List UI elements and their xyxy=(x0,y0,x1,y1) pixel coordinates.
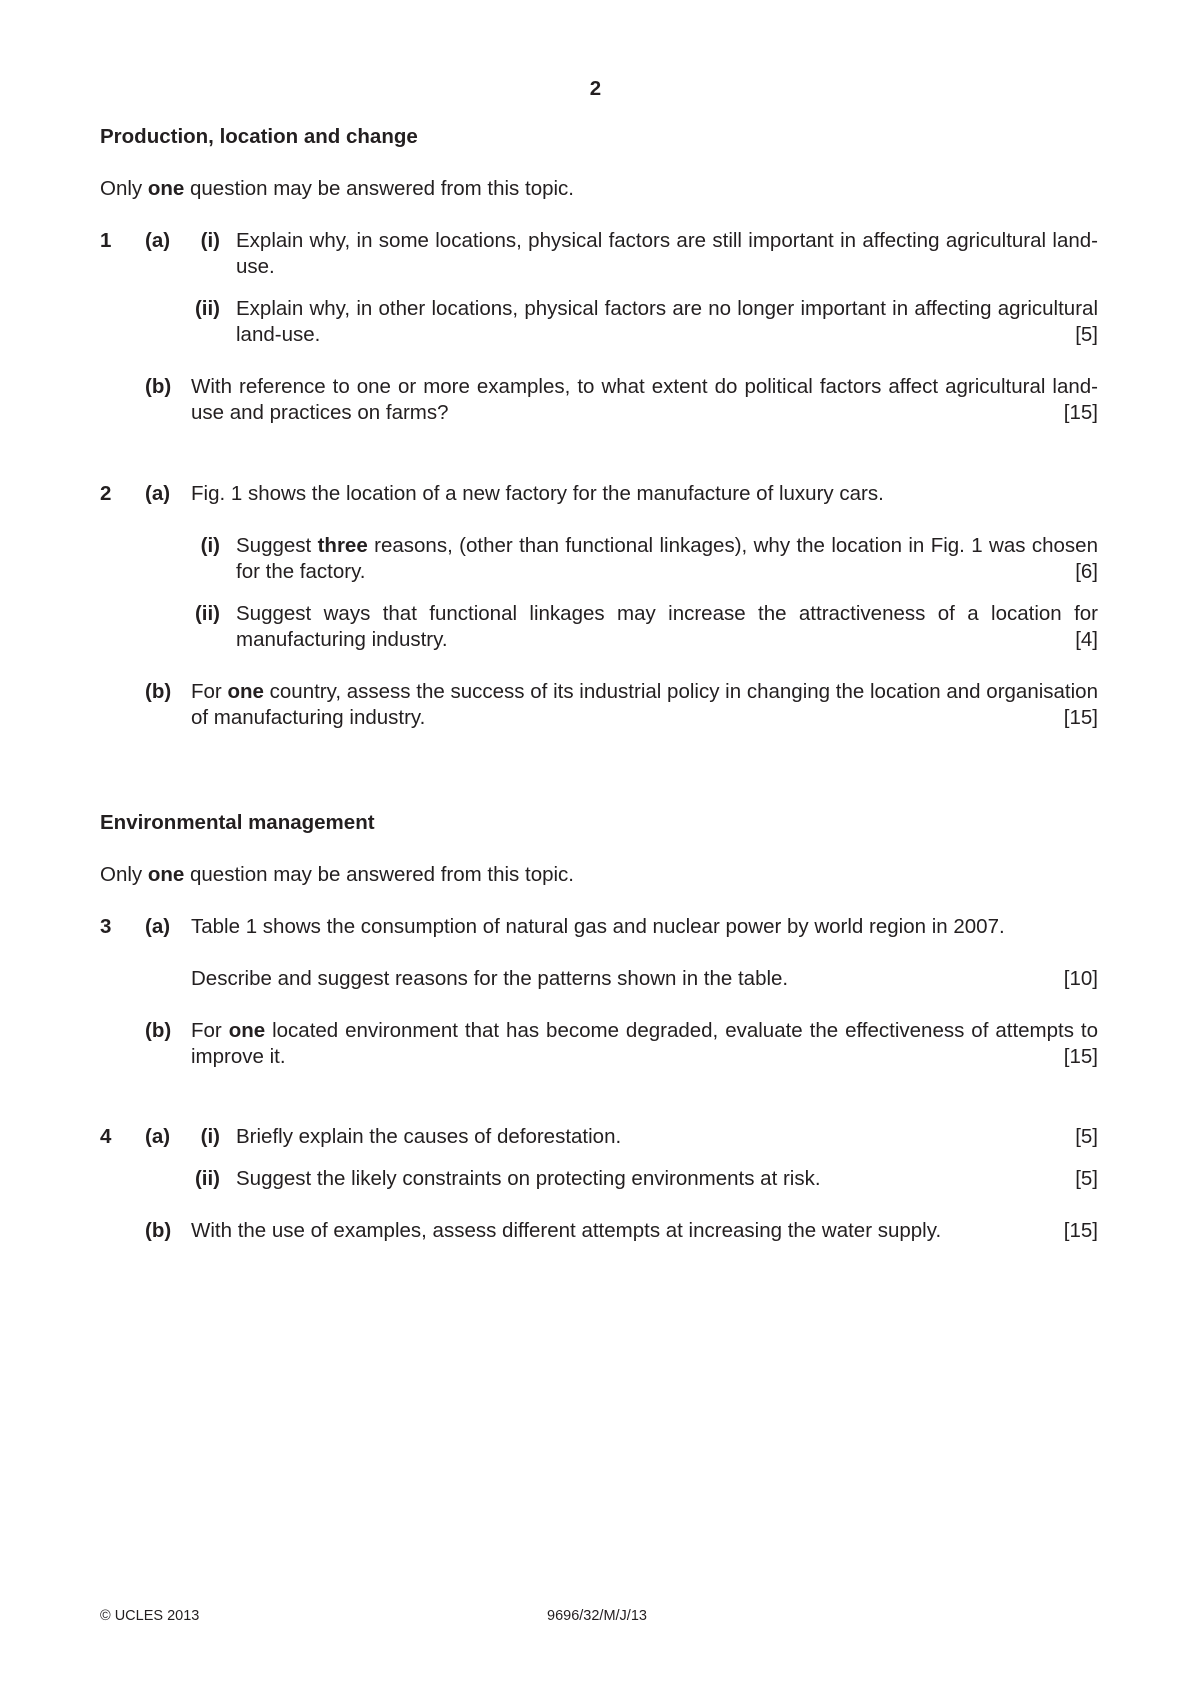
q4-a-ii-block xyxy=(236,1166,1098,1192)
q2-a-text: Fig. 1 shows the location of a new factory for the manufacture of luxury cars. xyxy=(191,482,884,505)
q2-a-ii-mark: [4] xyxy=(1075,628,1098,651)
q2-part-b-label: (b) xyxy=(145,680,172,703)
question-number-4: 4 xyxy=(100,1125,112,1148)
question-number-1: 1 xyxy=(100,229,112,252)
q4-part-b-label: (b) xyxy=(145,1219,172,1242)
q1-b-text: With reference to one or more examples, to what extent do political factors affect agricultural land-use and practices on farms? xyxy=(191,375,1098,424)
q3-a-mark: [10] xyxy=(1063,967,1098,990)
page-number: 2 xyxy=(589,77,602,100)
q2-a-i-mark: [6] xyxy=(1075,560,1098,583)
q2-a-i-label: (i) xyxy=(200,534,220,557)
q3-b-block: For one located environment that has become degraded, evaluate the effectiveness of attempts to improve it. [15] xyxy=(191,1019,1098,1068)
question-number-3: 3 xyxy=(100,915,112,938)
q4-b-text: With the use of examples, assess different attempts at increasing the water supply. xyxy=(191,1219,942,1242)
q3-a-text: Table 1 shows the consumption of natural gas and nuclear power by world region in 2007. xyxy=(191,915,1005,938)
question-number-2: 2 xyxy=(100,482,112,505)
q1-a-ii-mark: [5] xyxy=(1075,323,1098,346)
q2-a-ii-block xyxy=(236,601,1098,653)
q4-a-i-text: Briefly explain the causes of deforestation. xyxy=(236,1125,622,1148)
q2-a-ii-label: (ii) xyxy=(194,602,220,625)
footer-copyright: © UCLES 2013 xyxy=(100,1608,200,1624)
q1-a-ii-label: (ii) xyxy=(194,297,220,320)
q1-a-i-text: Explain why, in some locations, physical factors are still important in affecting agricultural land-use. xyxy=(236,229,1098,278)
q3-part-a-label: (a) xyxy=(145,915,171,938)
section-instruction-environmental: Only one question may be answered from this topic. xyxy=(100,863,575,886)
q4-a-ii-label: (ii) xyxy=(194,1167,220,1190)
q2-b-block: For one country, assess the success of its industrial policy in changing the location and organisation of manufacturing industry. [15] xyxy=(191,680,1098,729)
q4-b-mark: [15] xyxy=(1063,1219,1098,1242)
q4-part-a-label: (a) xyxy=(145,1125,171,1148)
q1-a-ii-text: Explain why, in other locations, physical factors are no longer important in affecting agricultural land-use. xyxy=(236,297,1098,346)
q4-a-ii-mark: [5] xyxy=(1075,1167,1098,1190)
section-heading-production: Production, location and change xyxy=(100,125,418,148)
q2-a-i-block: Suggest three reasons, (other than functional linkages), why the location in Fig. 1 was chosen for the factory. [6] xyxy=(236,534,1098,583)
q3-part-b-label: (b) xyxy=(145,1019,172,1042)
q4-b-block xyxy=(191,1218,1098,1244)
q1-b-mark: [15] xyxy=(1063,401,1098,424)
q3-a-text2: Describe and suggest reasons for the patterns shown in the table. xyxy=(191,967,789,990)
q4-a-i-mark: [5] xyxy=(1075,1125,1098,1148)
section-heading-environmental: Environmental management xyxy=(100,811,375,834)
q2-b-mark: [15] xyxy=(1063,706,1098,729)
q2-part-a-label: (a) xyxy=(145,482,171,505)
q3-b-mark: [15] xyxy=(1063,1045,1098,1068)
section-instruction-production: Only one question may be answered from this topic. xyxy=(100,177,575,200)
q4-a-ii-text: Suggest the likely constraints on protecting environments at risk. xyxy=(236,1167,821,1190)
q2-a-ii-text: Suggest ways that functional linkages may increase the attractiveness of a location for manufacturing industry. xyxy=(236,602,1098,651)
q1-part-b-label: (b) xyxy=(145,375,172,398)
q4-a-i-block xyxy=(236,1124,1098,1150)
q4-a-i-label: (i) xyxy=(200,1125,220,1148)
q1-b-block xyxy=(191,374,1098,426)
q1-a-ii-block xyxy=(236,296,1098,348)
q1-a-i-label: (i) xyxy=(200,229,220,252)
q1-part-a-label: (a) xyxy=(145,229,171,252)
footer-paper-code: 9696/32/M/J/13 xyxy=(547,1608,647,1624)
q3-a-text2-block xyxy=(191,966,1098,992)
